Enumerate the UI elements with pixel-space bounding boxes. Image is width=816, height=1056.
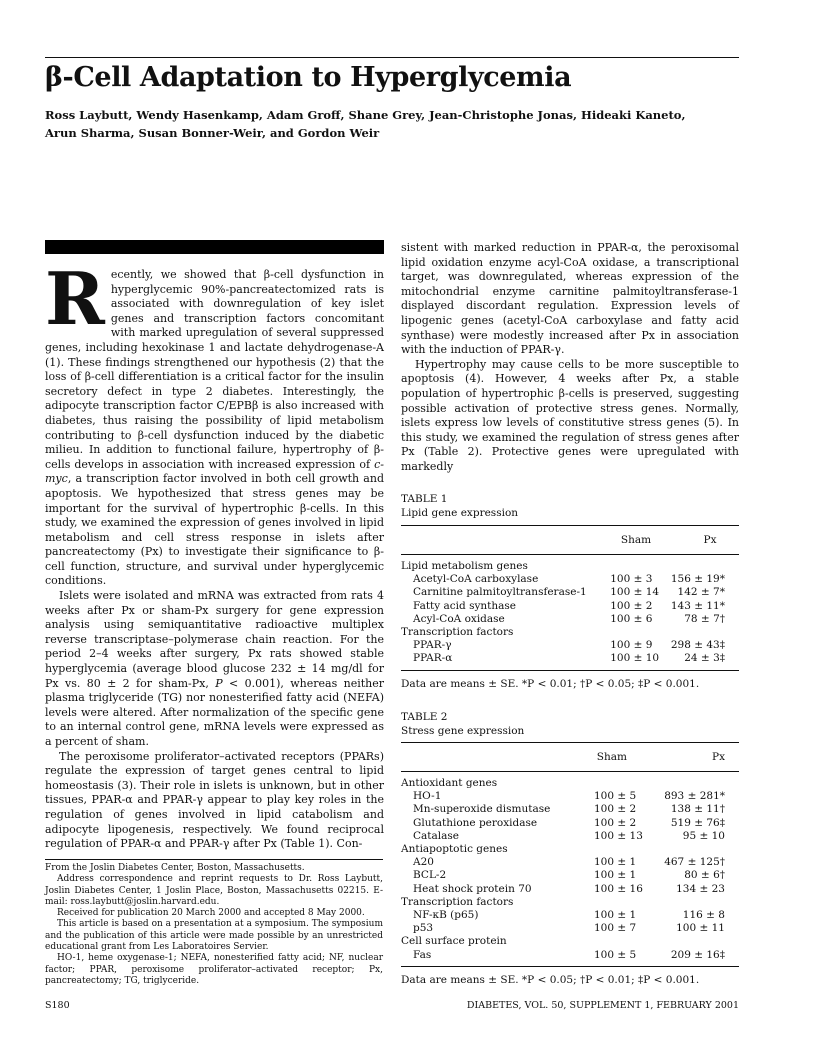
row-label: Acyl-CoA oxidase (413, 612, 505, 625)
px-value: 467 ± 125† (664, 856, 725, 869)
table-header (401, 743, 739, 771)
paragraph-lipid: sistent with marked reduction in PPAR-α, the peroxisomal lipid oxidation enzyme acyl-CoA oxidase, a transcriptional target, was downregulated, whereas expression of the mitochondrial enzyme carnitine palmitoyltransferase-1 displayed discordant regulation. Expression levels of lipogenic genes (acetyl-CoA carboxylase and fatty acid synthase) were modestly increased after Px in association with the induction of PPAR-γ. (401, 241, 739, 357)
table-row (401, 909, 739, 922)
table-row (401, 949, 739, 962)
px-value: 95 ± 10 (682, 829, 725, 842)
author-line-2: Arun Sharma, Susan Bonner-Weir, and Gordon Weir (45, 126, 380, 140)
table-row (401, 790, 739, 803)
table-1 (401, 492, 739, 690)
column-header-px: Px (703, 534, 717, 546)
px-value: 209 ± 16‡ (670, 948, 725, 961)
sham-value: 100 ± 2 (610, 599, 653, 612)
paragraph-stress: Hypertrophy may cause cells to be more susceptible to apoptosis (4). However, 4 weeks after Px, a stable population of hypertrophic β-cells is preserved, suggesting possible activation of protective stress genes. Normally, islets express low levels of constitutive stress genes (5). In this study, we examined the regulation of stress genes after Px (Table 2). Protective genes were upregulated with markedly (401, 357, 739, 473)
table-caption: Lipid gene expression (401, 507, 519, 519)
px-value (664, 935, 739, 948)
row-label: Antioxidant genes (401, 777, 498, 789)
table-row (401, 803, 739, 816)
table-row (401, 830, 739, 843)
top-rule (45, 57, 739, 58)
sham-value: 100 ± 2 (594, 803, 637, 816)
left-column (45, 256, 384, 852)
table-row (401, 869, 739, 882)
px-value: 24 ± 3‡ (684, 652, 725, 665)
row-label: Carnitine palmitoyltransferase-1 (413, 586, 587, 599)
row-label: Heat shock protein 70 (413, 882, 532, 895)
table-body (401, 560, 739, 666)
footnote-affiliation: From the Joslin Diabetes Center, Boston, Massachusetts. (45, 863, 305, 873)
table-group-row (401, 626, 739, 639)
row-label: Lipid metabolism genes (401, 560, 528, 572)
row-label: HO-1 (413, 790, 442, 803)
paragraph-intro (45, 256, 384, 589)
px-value: 138 ± 11† (670, 803, 725, 816)
gene-name-italic: c-myc (45, 457, 384, 486)
px-value: 142 ± 7* (677, 586, 725, 599)
px-value: 134 ± 23 (676, 882, 725, 895)
sham-value (594, 896, 664, 909)
sham-value: 100 ± 1 (594, 909, 637, 922)
sham-value: 100 ± 1 (594, 856, 637, 869)
table-rule (401, 670, 739, 671)
table-row (401, 922, 739, 935)
row-label: p53 (413, 922, 434, 935)
table-2 (401, 710, 739, 986)
table-row (401, 817, 739, 830)
row-label: Cell surface protein (401, 935, 507, 948)
sham-value: 100 ± 3 (610, 573, 653, 586)
sham-value: 100 ± 6 (610, 612, 653, 625)
px-value: 100 ± 11 (676, 922, 725, 935)
px-value (664, 843, 739, 856)
row-label: PPAR-γ (413, 639, 452, 652)
table-rule (401, 554, 739, 555)
footnote-received: Received for publication 20 March 2000 and accepted 8 May 2000. (57, 908, 365, 919)
sham-value (610, 560, 671, 573)
px-value: 116 ± 8 (682, 909, 725, 922)
row-label: Fatty acid synthase (413, 599, 517, 612)
sham-value (594, 935, 664, 948)
px-value: 78 ± 7† (684, 612, 725, 625)
row-label: Transcription factors (401, 626, 514, 639)
table-label: TABLE 1 (401, 493, 448, 505)
sham-value: 100 ± 14 (610, 586, 660, 599)
table-group-row (401, 777, 739, 790)
table-row (401, 883, 739, 896)
row-label: Acetyl-CoA carboxylase (413, 573, 539, 586)
row-label: A20 (413, 856, 434, 869)
footnotes (45, 863, 383, 987)
px-value (664, 777, 739, 790)
sham-value (594, 843, 664, 856)
table-rule (401, 771, 739, 772)
p-value-italic: P (215, 676, 223, 690)
row-label: Catalase (413, 829, 459, 842)
table-header (401, 526, 739, 554)
table-row (401, 856, 739, 869)
table-row (401, 613, 739, 626)
author-list (45, 106, 745, 142)
table-label: TABLE 2 (401, 711, 448, 723)
table-row (401, 586, 739, 599)
page-number: S180 (45, 1000, 70, 1011)
sham-value: 100 ± 9 (610, 639, 653, 652)
sham-value: 100 ± 5 (594, 948, 637, 961)
row-label: PPAR-α (413, 652, 453, 665)
row-label: Transcription factors (401, 895, 514, 908)
article-title: β-Cell Adaptation to Hyperglycemia (45, 62, 572, 93)
table-row (401, 573, 739, 586)
paragraph-text: < 0.001), whereas neither plasma triglyceride (TG) nor nonesterified fatty acid (NEFA) levels were altered. After normalization of the specific gene to an internal control gene, mRNA levels were expressed as a percent of sham. (45, 676, 384, 748)
px-value: 298 ± 43‡ (670, 639, 725, 652)
sham-value: 100 ± 13 (594, 829, 643, 842)
sham-value: 100 ± 10 (610, 652, 660, 665)
row-label: Glutathione peroxidase (413, 816, 538, 829)
paragraph-methods (45, 589, 384, 750)
table-row (401, 639, 739, 652)
table-note: Data are means ± SE. *P < 0.05; †P < 0.01; ‡P < 0.001. (401, 973, 700, 986)
table-group-row (401, 935, 739, 948)
table-group-row (401, 560, 739, 573)
column-header-sham: Sham (620, 534, 652, 546)
sham-value (610, 626, 671, 639)
px-value: 893 ± 281* (664, 790, 725, 803)
paragraph-text: , a transcription factor involved in both cell growth and apoptosis. We hypothesized that stress genes may be important for the survival of hypertrophic β-cells. In this study, we examined the expression of genes involved in lipid metabolism and cell stress response in islets after pancreatectomy (Px) to investigate their significance to β-cell function, structure, and survival under hyperglycemic conditions. (45, 472, 384, 588)
table-caption: Stress gene expression (401, 725, 525, 737)
author-line-1: Ross Laybutt, Wendy Hasenkamp, Adam Groff, Shane Grey, Jean-Christophe Jonas, Hideaki Kaneto, (45, 108, 686, 122)
row-label: BCL-2 (413, 869, 447, 882)
table-rule (401, 966, 739, 967)
paragraph-ppars: The peroxisome proliferator–activated receptors (PPARs) regulate the expression of target genes central to lipid homeostasis (3). Their role in islets is unknown, but in other tissues, PPAR-α and PPAR-γ appear to play key roles in the regulation of genes involved in lipid catabolism and adipocyte lipogenesis, respectively. We found reciprocal regulation of PPAR-α and PPAR-γ after Px (Table 1). Con- (45, 749, 384, 851)
table-row (401, 652, 739, 665)
table-note: Data are means ± SE. *P < 0.01; †P < 0.05; ‡P < 0.001. (401, 677, 700, 690)
px-value (671, 560, 739, 573)
px-value (664, 896, 739, 909)
table-group-row (401, 843, 739, 856)
table-group-row (401, 896, 739, 909)
px-value: 143 ± 11* (670, 599, 725, 612)
sham-value (594, 777, 664, 790)
row-label: Antiapoptotic genes (401, 843, 508, 856)
row-label: Fas (413, 948, 432, 961)
footnote-abbreviations: HO-1, heme oxygenase-1; NEFA, nonesterified fatty acid; NF, nuclear factor; PPAR, peroxisome proliferator–activated receptor; Px, pancreatectomy; TG, triglyceride. (45, 953, 383, 986)
table-row (401, 600, 739, 613)
px-value: 519 ± 76‡ (670, 816, 725, 829)
footnote-correspondence: Address correspondence and reprint requests to Dr. Ross Laybutt, Joslin Diabetes Center, 1 Joslin Place, Boston, Massachusetts 02215. E-mail: ross.laybutt@joslin.harvard.edu. (45, 874, 383, 907)
paragraph-text: Islets were isolated and mRNA was extracted from rats 4 weeks after Px or sham-Px surgery for gene expression analysis using semiquantitative radioactive multiplex reverse transcriptase–polymerase chain reaction. For the period 2–4 weeks after surgery, Px rats showed stable hyperglycemia (average blood glucose 232 ± 14 mg/dl for Px vs. 80 ± 2 for sham-Px, (45, 589, 384, 690)
column-header-sham: Sham (596, 751, 627, 763)
paragraph-text: ecently, we showed that β-cell dysfunction in hyperglycemic 90%-pancreatectomized rats is associated with downregulation of key islet genes and transcription factors concomitant with marked upregulation of several suppressed genes, including hexokinase 1 and lactate dehydrogenase-A (1). These findings strengthened our hypothesis (2) that the loss of β-cell differentiation is a critical factor for the insulin secretory defect in type 2 diabetes. Interestingly, the adipocyte transcription factor C/EPBβ is also increased with diabetes, thus raising the possibility of lipid metabolism contributing to β-cell dysfunction induced by the diabetic milieu. In addition to functional failure, hypertrophy of β-cells develops in association with increased expression of (45, 268, 384, 471)
px-value: 80 ± 6† (684, 869, 725, 882)
right-column (401, 241, 739, 475)
px-value: 156 ± 19* (670, 573, 725, 586)
journal-footer: DIABETES, VOL. 50, SUPPLEMENT 1, FEBRUARY 2001 (466, 1000, 739, 1011)
sham-value: 100 ± 2 (594, 816, 637, 829)
section-bar (45, 240, 384, 254)
sham-value: 100 ± 5 (594, 790, 637, 803)
row-label: NF-κB (p65) (413, 909, 479, 922)
table-body (401, 777, 739, 962)
px-value (671, 626, 739, 639)
sham-value: 100 ± 1 (594, 869, 637, 882)
row-label: Mn-superoxide dismutase (413, 803, 551, 816)
footnote-symposium: This article is based on a presentation at a symposium. The symposium and the publication of this article were made possible by an unrestricted educational grant from Les Laboratoires Servier. (45, 919, 383, 953)
column-header-px: Px (712, 751, 725, 763)
drop-cap: R (45, 256, 105, 341)
footnote-rule (45, 859, 383, 860)
sham-value: 100 ± 7 (594, 922, 637, 935)
sham-value: 100 ± 16 (594, 882, 643, 895)
